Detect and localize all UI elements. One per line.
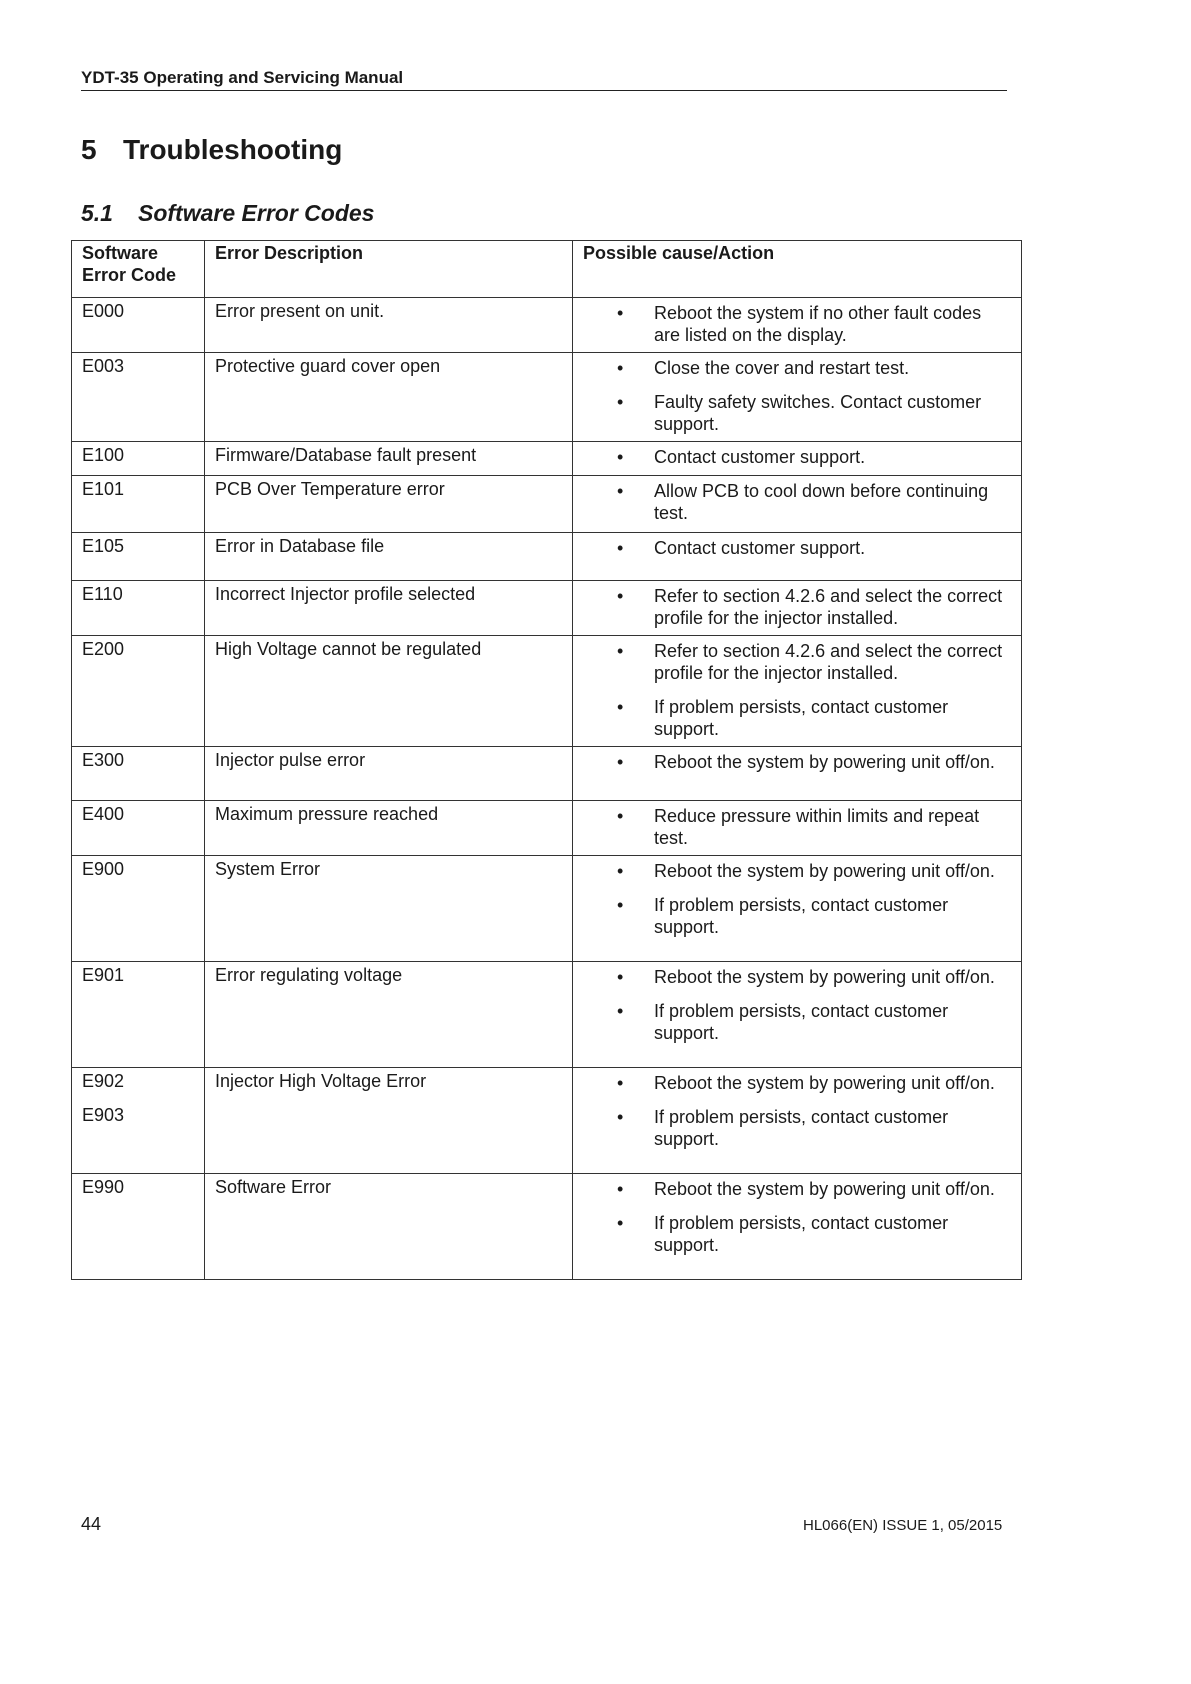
error-code: E901 [82, 965, 125, 985]
action-item: • Reboot the system by powering unit off/on. [583, 860, 1012, 882]
action-item: • If problem persists, contact customer support. [583, 1000, 1012, 1044]
error-code-cell [72, 1174, 205, 1280]
error-code: E110 [82, 584, 123, 604]
manual-title: YDT-35 Operating and Servicing Manual [81, 68, 404, 87]
action-cell [573, 801, 1022, 856]
error-code: E100 [82, 445, 125, 465]
action-cell [573, 1068, 1022, 1174]
column-header-code: Software Error Code [72, 241, 205, 298]
column-header-description: Error Description [205, 241, 573, 298]
table-body [72, 298, 1022, 1280]
action-list [583, 446, 1012, 468]
error-description-cell: System Error [205, 856, 573, 962]
error-code: E902 [82, 1071, 125, 1091]
action-item: • If problem persists, contact customer support. [583, 1106, 1012, 1150]
error-code-cell [72, 581, 205, 636]
error-description-cell: High Voltage cannot be regulated [205, 636, 573, 747]
subsection-number: 5.1 [81, 200, 113, 226]
table-row [72, 801, 1022, 856]
table-row [72, 353, 1022, 442]
action-list [583, 805, 1012, 849]
action-list [583, 640, 1012, 740]
action-cell [573, 533, 1022, 581]
error-description-cell: Incorrect Injector profile selected [205, 581, 573, 636]
error-description-cell: Error in Database file [205, 533, 573, 581]
action-list [583, 480, 1012, 524]
error-code: E300 [82, 750, 125, 770]
error-codes-table [71, 240, 1022, 1280]
table-row [72, 962, 1022, 1068]
error-code-cell [72, 962, 205, 1068]
error-code-cell [72, 298, 205, 353]
action-item: • Refer to section 4.2.6 and select the correct profile for the injector installed. [583, 585, 1012, 629]
document-reference: HL066(EN) ISSUE 1, 05/2015 [803, 1517, 1003, 1534]
action-cell [573, 856, 1022, 962]
action-cell [573, 747, 1022, 801]
action-item: • Close the cover and restart test. [583, 357, 1012, 379]
error-description-cell: Injector High Voltage Error [205, 1068, 573, 1174]
action-item: • Contact customer support. [583, 537, 1012, 559]
error-description-cell: Firmware/Database fault present [205, 442, 573, 476]
error-code-cell [72, 476, 205, 533]
action-cell [573, 581, 1022, 636]
action-item: • Reboot the system by powering unit off/on. [583, 1178, 1012, 1200]
action-item: • If problem persists, contact customer support. [583, 1212, 1012, 1256]
action-cell [573, 298, 1022, 353]
action-list [583, 860, 1012, 938]
error-code: E900 [82, 859, 125, 879]
error-code-cell [72, 533, 205, 581]
action-list [583, 751, 1012, 773]
action-cell [573, 442, 1022, 476]
error-description-cell: Protective guard cover open [205, 353, 573, 442]
error-code-cell [72, 856, 205, 962]
table-row [72, 533, 1022, 581]
page-number: 44 [81, 1514, 102, 1534]
error-code: E105 [82, 536, 125, 556]
action-item: • Allow PCB to cool down before continuing test. [583, 480, 1012, 524]
error-code: E200 [82, 639, 125, 659]
table-header-row [72, 241, 1022, 298]
table-row [72, 1174, 1022, 1280]
action-list [583, 537, 1012, 559]
error-code-cell [72, 442, 205, 476]
action-item: • Reboot the system if no other fault codes are listed on the display. [583, 302, 1012, 346]
error-description-cell: Injector pulse error [205, 747, 573, 801]
action-item: • Reboot the system by powering unit off/on. [583, 751, 1012, 773]
table-row [72, 747, 1022, 801]
action-list [583, 1072, 1012, 1150]
error-description-cell: Error present on unit. [205, 298, 573, 353]
action-cell [573, 353, 1022, 442]
section-number: 5 [81, 134, 97, 165]
action-item: • Contact customer support. [583, 446, 1012, 468]
error-code-cell [72, 747, 205, 801]
section-heading [81, 134, 342, 166]
action-item: • If problem persists, contact customer support. [583, 894, 1012, 938]
error-description-cell: Software Error [205, 1174, 573, 1280]
action-item: • Reboot the system by powering unit off/on. [583, 966, 1012, 988]
error-code: E903 [82, 1105, 125, 1125]
table-row [72, 581, 1022, 636]
action-list [583, 1178, 1012, 1256]
column-header-action: Possible cause/Action [573, 241, 1022, 298]
action-cell [573, 962, 1022, 1068]
action-list [583, 302, 1012, 346]
table-row [72, 856, 1022, 962]
error-code: E990 [82, 1177, 125, 1197]
table-row [72, 298, 1022, 353]
error-description-cell: Maximum pressure reached [205, 801, 573, 856]
table-row [72, 442, 1022, 476]
subsection-title: Software Error Codes [138, 200, 375, 226]
error-code: E000 [82, 301, 125, 321]
error-code-cell [72, 1068, 205, 1174]
action-cell [573, 1174, 1022, 1280]
action-item: • Refer to section 4.2.6 and select the correct profile for the injector installed. [583, 640, 1012, 684]
error-description-cell: PCB Over Temperature error [205, 476, 573, 533]
table-row [72, 476, 1022, 533]
running-header [81, 68, 1007, 91]
error-code: E003 [82, 356, 125, 376]
error-code-cell [72, 636, 205, 747]
action-cell [573, 636, 1022, 747]
action-item: • Reduce pressure within limits and repeat test. [583, 805, 1012, 849]
action-item: • Reboot the system by powering unit off/on. [583, 1072, 1012, 1094]
action-list [583, 966, 1012, 1044]
action-list [583, 585, 1012, 629]
error-code-cell [72, 353, 205, 442]
action-list [583, 357, 1012, 435]
table-row [72, 1068, 1022, 1174]
action-item: • If problem persists, contact customer support. [583, 696, 1012, 740]
section-title: Troubleshooting [123, 134, 343, 165]
error-code-cell [72, 801, 205, 856]
error-description-cell: Error regulating voltage [205, 962, 573, 1068]
error-code: E400 [82, 804, 125, 824]
table-row [72, 636, 1022, 747]
subsection-heading [81, 200, 374, 227]
action-cell [573, 476, 1022, 533]
action-item: • Faulty safety switches. Contact customer support. [583, 391, 1012, 435]
error-code: E101 [82, 479, 125, 499]
